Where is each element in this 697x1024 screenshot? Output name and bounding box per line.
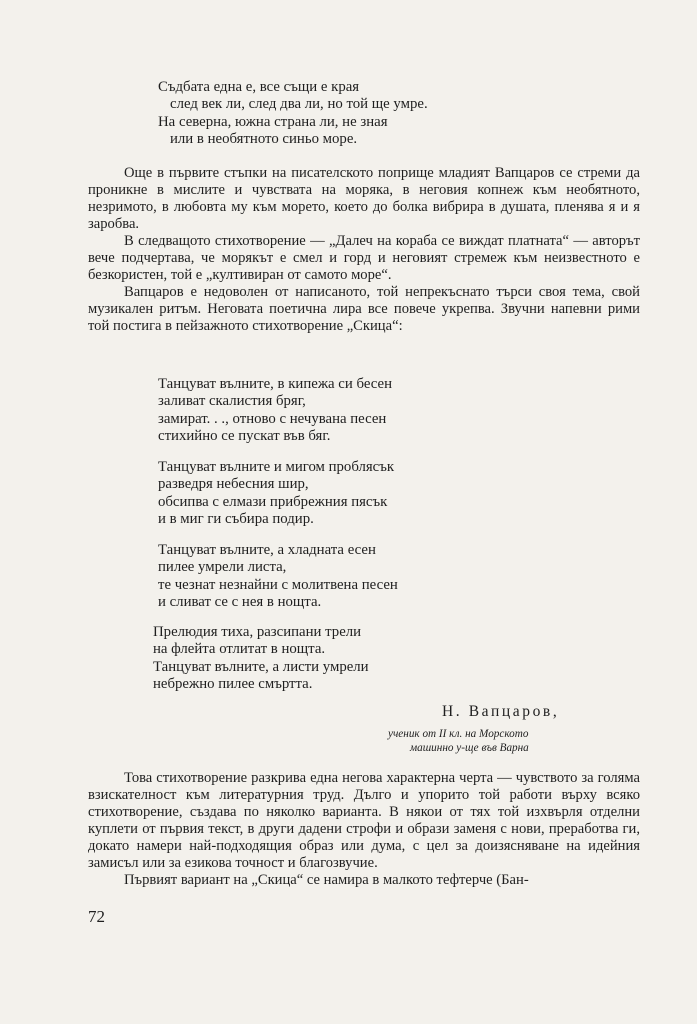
author-note-line: ученик от II кл. на Морското: [388, 728, 529, 740]
paragraph: Вапцаров е недоволен от написаното, той непрекъснато търси своя тема, свой музикален ритъм. Неговата поетична лира все повече укрепва. Звучни напевни рими той постига в пейзажното стихотворение „Скица“:: [88, 284, 640, 334]
paragraph: Още в първите стъпки на писателското поприще младият Вапцаров се стреми да проникне в мислите и чувствата на моряка, в неговия копнеж към необятното, незримото, в любовта му към морето, което до болка вибрира в душата, пленява я и я заробва.: [88, 165, 640, 232]
paragraph: Това стихотворение разкрива една негова характерна черта — чувството за голяма взискателност към литературния труд. Дълго и упорито той работи върху всяко стихотворение, създава по няколко варианта. В някои от тях той изхвърля отделни куплети от първия текст, в други дадени строфи и образи заменя с нови, преработва ги, докато намери най-подходящия образ или дума, с цел за доизясняване на идейния замисъл или за езикова точност и благозвучие.: [88, 770, 640, 871]
intro-paragraphs: [88, 165, 640, 335]
author-note: [388, 727, 529, 755]
poem-stanza-3: [158, 542, 398, 612]
opening-verse: [158, 79, 428, 149]
poem-line: и в миг ги събира подир.: [158, 511, 314, 528]
verse-line: или в необятното синьо море.: [170, 131, 358, 148]
poem-line: обсипва с елмази прибрежния пясък: [158, 493, 388, 510]
author-signature: Н. Вапцаров,: [442, 703, 560, 720]
verse-line: На северна, южна страна ли, не зная: [158, 113, 388, 130]
poem-line: те чезнат незнайни с молитвена песен: [158, 576, 398, 593]
poem-line: замират. . ., отново с нечувана песен: [158, 410, 387, 427]
poem-line: заливат скалистия бряг,: [158, 393, 306, 410]
poem-line: разведря небесния шир,: [158, 476, 309, 493]
paragraph: Първият вариант на „Скица“ се намира в малкото тефтерче (Бан-: [124, 872, 529, 888]
poem-line: Танцуват вълните, а хладната есен: [158, 542, 376, 558]
poem-stanza-4: [153, 624, 369, 694]
poem-line: Танцуват вълните, в кипежа си бесен: [158, 376, 392, 392]
closing-paragraphs: [88, 770, 640, 889]
page-number: 72: [88, 907, 105, 926]
poem-line: пилее умрели листа,: [158, 559, 287, 576]
poem-line: и сливат се с нея в нощта.: [158, 594, 322, 611]
poem-line: Танцуват вълните и мигом проблясък: [158, 459, 395, 475]
poem-line: на флейта отлитат в нощта.: [153, 641, 326, 658]
paragraph: В следващото стихотворение — „Далеч на кораба се виждат платната“ — авторът вече подчертава, че морякът е смел и горд и неговият стремеж към неизвестното е безкористен, той е „култивиран от самото море“.: [88, 233, 640, 283]
author-note-line: машинно у-ще във Варна: [410, 742, 529, 754]
poem-line: стихийно се пускат във бяг.: [158, 428, 331, 445]
poem-line: Танцуват вълните, а листи умрели: [153, 658, 369, 675]
poem-stanza-2: [158, 459, 394, 529]
poem-stanza-1: [158, 376, 392, 446]
poem-line: небрежно пилее смъртта.: [153, 676, 313, 693]
poem-line: Прелюдия тиха, разсипани трели: [153, 624, 362, 640]
verse-line: след век ли, след два ли, но той ще умре.: [170, 96, 428, 113]
verse-line: Съдбата една е, все същи е края: [158, 79, 360, 95]
